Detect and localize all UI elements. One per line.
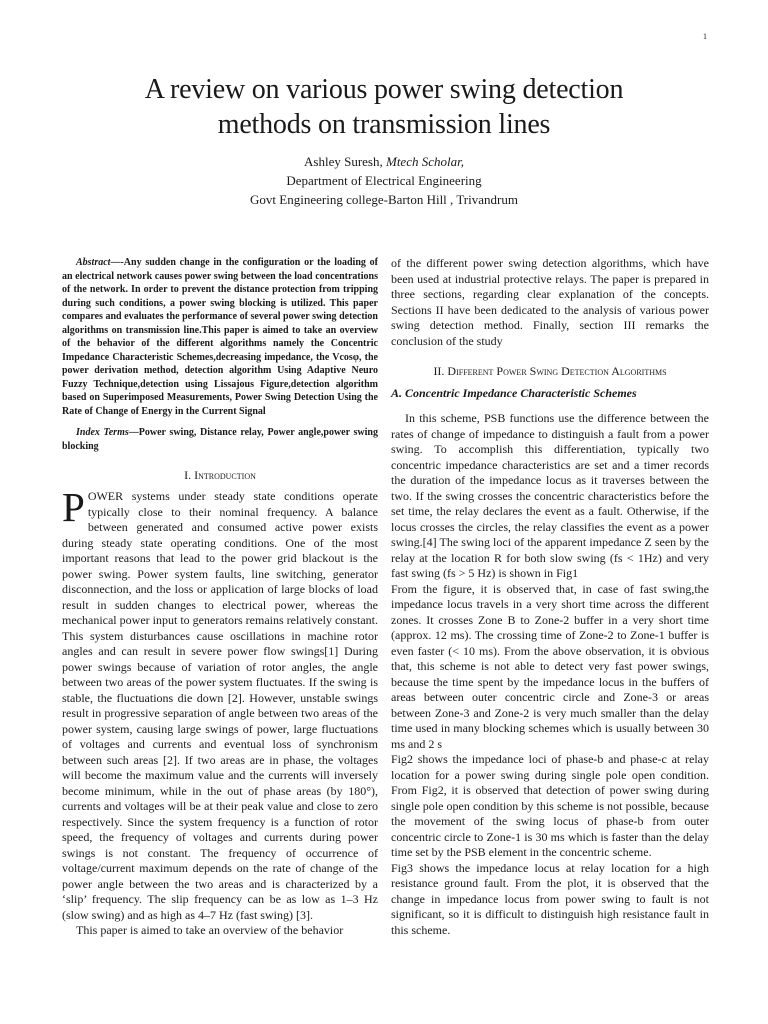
concentric-paragraph-4: Fig3 shows the impedance locus at relay location for a high resistance ground fault. From the plot, it is observed that the change in impedance locus from power swing to fault is not significant, so it is difficult to distinguish high resistance fault in this scheme. [391, 860, 709, 937]
abstract [62, 256, 378, 418]
index-terms-body: —Power swing, Distance relay, Power angle,power swing blocking [62, 427, 378, 452]
left-column [62, 256, 378, 939]
title-block [0, 72, 768, 209]
paper-title-line-1: A review on various power swing detection [144, 74, 624, 105]
index-terms [62, 426, 378, 453]
right-column [391, 256, 709, 938]
subsection-heading-concentric: A. Concentric Impedance Characteristic Schemes [391, 386, 637, 400]
author-institution: Govt Engineering college-Barton Hill , Trivandrum [250, 192, 518, 207]
index-terms-label: Index Terms [76, 427, 129, 438]
page-number: 1 [703, 32, 707, 41]
abstract-body: —-Any sudden change in the configuration or the loading of an electrical network causes power swing between the load concentrations of the network. In order to prevent the distance protection from tripping during such conditions, a power swing blocking is utilized. This paper compares and evaluates the performance of several power swing detection algorithms on transmission line.This paper is aimed to take an overview of the behavior of the different algorithms namely the Concentric Impedance Characteristic Schemes,decreasing impedance, the Vcosφ, the power derivation method, detection algorithm Using Adaptive Neuro Fuzzy Technique,detection using Lissajous Figure,detection algorithm based on Superimposed Measurements, Power Swing Detection Using the Rate of Change of Energy in the Current Signal [62, 257, 378, 417]
section-heading-algorithms: II. Different Power Swing Detection Algorithms [433, 364, 667, 378]
concentric-paragraph-2: From the figure, it is observed that, in case of fast swing,the impedance locus travels in a very short time across the different zones. It crosses Zone B to Zone-2 buffer in a very short time (approx. 12 ms). The crossing time of Zone-2 to Zone-1 buffer is even faster (< 10 ms). From the above observation, it is obvious that, this scheme is not able to detect very fast power swings, because the time spent by the impedance locus in the buffers of areas between outer concentric circle and Zone-3 or areas between Zone-3 and Zone-2 is very much smaller than the delay time used in many blocking schemes which is usually between 30 ms and 2 s [391, 581, 709, 751]
drop-cap: P [62, 484, 85, 530]
author-line [0, 152, 768, 171]
introduction-paragraph-1-text: OWER systems under steady state conditions operate typically close to their nominal frequency. A balance between generated and consumed active power exists during steady state operating conditions. One of the most important reasons that lead to the power grid blackout is the power swing. Power system faults, line switching, generator disconnection, and the loss or application of large blocks of load result in sudden changes to electrical power, whereas the mechanical power input to generators remains relatively constant. This system disturbances cause oscillations in machine rotor angles and can result in severe power flow swings[1] During power swings because of variation of rotor angles, the angle between two areas of the power system fluctuates. If the swing is stable, the fluctuations die down [2]. However, unstable swings result in progressive separation of angle between two areas of the power system, causing large swings of power, large fluctuations of voltages and currents and eventual loss of synchronism between such areas [2]. If two areas are in phase, the voltages will become the maximum value and the currents will inversely become minimum, while in the out of phase areas (by 180°), currents and voltages will be at their peak value and close to zero respectively. Since the system frequency is a function of rotor speed, the frequency of voltages and currents during power swings is not constant. The frequency of occurrence of voltage/current maximum depends on the rate of change of the power angle between the two areas and is characterized by a ‘slip’ frequency. The slip frequency can be as low as 1–3 Hz (slow swing) and as high as 4–7 Hz (fast swing) [3]. [62, 489, 378, 922]
concentric-paragraph-3: Fig2 shows the impedance loci of phase-b and phase-c at relay location for a power swing during single pole open condition. From Fig2, it is observed that detection of power swing during single pole open condition by this scheme is not possible, because the movement of the swing locus of phase-b from outer concentric circle to Zone-1 is 30 ms which is faster than the delay time set by the PSB element in the concentric scheme. [391, 752, 709, 859]
abstract-label: Abstract [76, 257, 111, 268]
concentric-paragraph-1: In this scheme, PSB functions use the difference between the rates of change of impedance to distinguish a fault from a power swing. To accomplish this differentiation, typically two concentric impedance characteristics are set and a timer records the duration of the impedance locus as it traverses between the two. If the swing crosses the concentric characteristics before the set time, the relay declares the event as a fault. Otherwise, if the locus crosses the circles, the relay classifies the event as a power swing.[4] The swing loci of the apparent impedance Z seen by the relay at the location R for both slow swing (fs < 1Hz) and very fast swing (fs > 5 Hz) is shown in Fig1 [391, 411, 709, 580]
author-role: Mtech Scholar, [385, 154, 464, 169]
paper-title [0, 72, 768, 142]
author-department: Department of Electrical Engineering [286, 173, 482, 188]
introduction-paragraph-1 [62, 484, 378, 923]
author-name: Ashley Suresh, [304, 154, 383, 169]
paper-title-line-2: methods on transmission lines [217, 109, 551, 140]
introduction-paragraph-2: This paper is aimed to take an overview of the behavior [76, 923, 344, 937]
section-heading-introduction: I. Introduction [184, 468, 256, 482]
introduction-continuation: of the different power swing detection algorithms, which have been used at industrial protective relays. The paper is prepared in three sections, regarding clear explanation of the concepts. Sections II have been dedicated to the analysis of various power swing detection method. Finally, section III remarks the conclusion of the study [391, 256, 709, 348]
